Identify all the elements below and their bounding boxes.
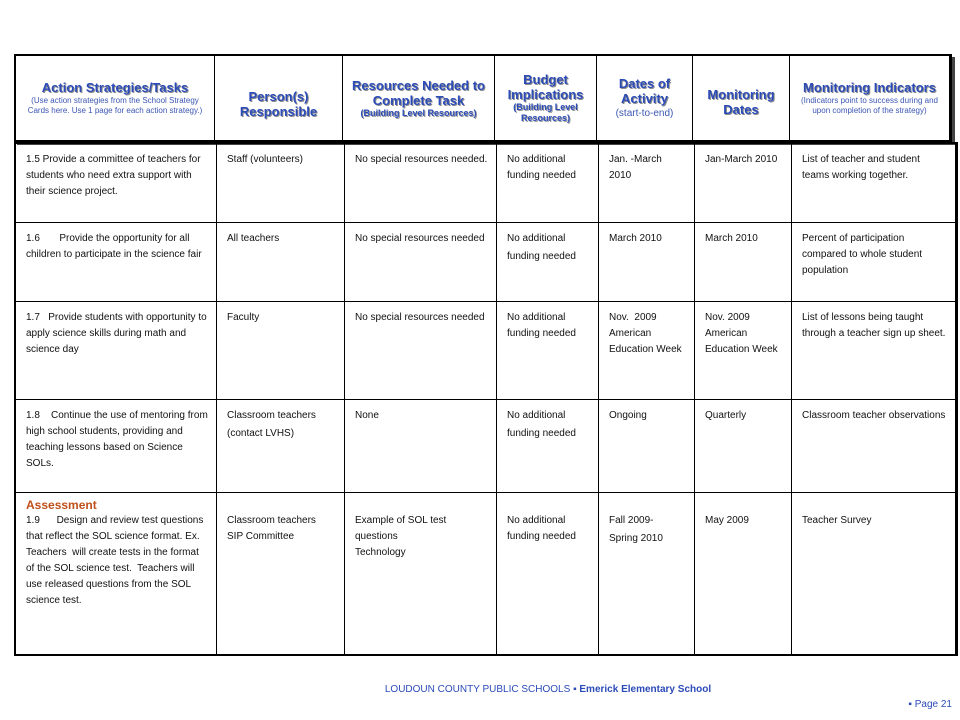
page-label: Page 21	[914, 699, 952, 710]
task-text: 1.6 Provide the opportunity for all children to participate in the science fair	[26, 233, 202, 260]
indicators-text: List of lessons being taught through a teacher sign up sheet.	[802, 312, 946, 339]
budget-cell	[497, 400, 599, 492]
footer-school: Emerick Elementary School	[576, 684, 712, 695]
page-number	[908, 699, 952, 710]
table-row	[16, 493, 955, 654]
person-text: Classroom teachers	[227, 515, 316, 526]
person-text: (contact LVHS)	[227, 428, 295, 439]
dates-cell	[599, 144, 695, 222]
header-title: Dates of Activity	[618, 76, 671, 106]
header-budget-implications	[495, 56, 597, 140]
header-title: Resources Needed to Complete Task	[352, 77, 485, 108]
header-resources-needed	[343, 56, 495, 140]
budget-text: No additional funding needed	[507, 312, 576, 339]
monitoring-cell	[695, 400, 792, 492]
page-footer	[0, 684, 960, 695]
header-subtitle: (Use action strategies from the School Strategy Cards here. Use 1 page for each action strategy.)	[27, 96, 203, 115]
header-subtitle: (Building Level Resources)	[360, 107, 477, 118]
person-cell	[217, 302, 345, 399]
resources-cell	[345, 144, 497, 222]
resources-cell	[345, 493, 497, 654]
indicators-text: Teacher Survey	[802, 515, 872, 526]
table-row	[16, 144, 955, 223]
monitoring-cell	[695, 144, 792, 222]
person-cell	[217, 223, 345, 301]
budget-text: No additional funding needed	[507, 154, 576, 181]
resources-cell	[345, 302, 497, 399]
person-text: SIP Committee	[227, 531, 295, 542]
budget-text: No additional	[507, 410, 566, 421]
table-row	[16, 400, 955, 493]
header-monitoring-indicators	[790, 56, 949, 140]
header-action-strategies	[16, 56, 215, 140]
monitoring-text: American Education Week	[705, 328, 778, 355]
dates-cell	[599, 400, 695, 492]
header-title: Person(s) Responsible	[239, 89, 318, 119]
table-row	[16, 302, 955, 400]
indicators-text: Classroom teacher observations	[802, 410, 946, 421]
header-persons-responsible	[215, 56, 343, 140]
task-cell	[16, 493, 217, 654]
budget-cell	[497, 302, 599, 399]
header-dates-of-activity	[597, 56, 693, 140]
header-title: Monitoring Dates	[707, 87, 775, 117]
task-cell	[16, 144, 217, 222]
header-subtitle: (Building Level Resources)	[513, 102, 578, 123]
monitoring-text: Nov. 2009	[705, 312, 750, 323]
header-subtitle: (Indicators point to success during and upon completion of the strategy)	[801, 96, 938, 115]
header-subtitle: (start-to-end)	[615, 108, 674, 119]
resources-text: Technology	[355, 547, 406, 558]
task-cell	[16, 223, 217, 301]
person-text: Faculty	[227, 312, 260, 323]
person-text: Classroom teachers	[227, 410, 316, 421]
monitoring-text: May 2009	[705, 515, 749, 526]
dates-text: Fall 2009-	[609, 515, 654, 526]
task-text: 1.9 Design and review test questions that reflect the SOL science format. Ex. Teachers will create tests in the format of the SOL science test. Teachers will use released questions from the SOL science test.	[26, 515, 207, 606]
dates-cell	[599, 223, 695, 301]
dates-text: Spring 2010	[609, 533, 663, 544]
header-title: Monitoring Indicators	[803, 80, 936, 95]
resources-text: No special resources needed.	[355, 154, 488, 165]
assessment-heading: Assessment	[26, 498, 97, 512]
task-text: 1.8 Continue the use of mentoring from high school students, providing and teaching lessons based on Science SOLs.	[26, 410, 211, 469]
indicators-cell	[792, 302, 955, 399]
budget-text: No additional	[507, 233, 566, 244]
monitoring-cell	[695, 223, 792, 301]
budget-cell	[497, 144, 599, 222]
table-header	[14, 54, 952, 142]
resources-text: No special resources needed	[355, 312, 485, 323]
task-text: 1.7 Provide students with opportunity to apply science skills during math and science day	[26, 312, 210, 355]
dates-cell	[599, 493, 695, 654]
footer-district: LOUDOUN COUNTY PUBLIC SCHOOLS	[384, 684, 574, 695]
monitoring-cell	[695, 493, 792, 654]
task-cell	[16, 302, 217, 399]
dates-text: Jan. -March 2010	[609, 154, 662, 181]
dates-text: Nov. 2009	[609, 312, 657, 323]
dates-text: Ongoing	[609, 410, 647, 421]
indicators-text: Percent of participation compared to whole student population	[802, 233, 923, 276]
monitoring-cell	[695, 302, 792, 399]
header-title: Action Strategies/Tasks	[41, 80, 189, 95]
page-bullet: ▪	[908, 699, 912, 710]
task-text: 1.5 Provide a committee of teachers for students who need extra support with their science project.	[26, 154, 201, 197]
budget-cell	[497, 493, 599, 654]
dates-text: American Education Week	[609, 328, 682, 355]
indicators-text: List of teacher and student teams working together.	[802, 154, 920, 181]
indicators-cell	[792, 493, 955, 654]
resources-cell	[345, 400, 497, 492]
dates-cell	[599, 302, 695, 399]
person-cell	[217, 144, 345, 222]
indicators-cell	[792, 223, 955, 301]
dates-text: March 2010	[609, 233, 662, 244]
table-row	[16, 223, 955, 302]
resources-text: Example of SOL test questions	[355, 515, 447, 542]
header-monitoring-dates	[693, 56, 790, 140]
person-text: Staff (volunteers)	[227, 154, 303, 165]
action-plan-table	[14, 142, 958, 656]
person-cell	[217, 493, 345, 654]
resources-cell	[345, 223, 497, 301]
budget-cell	[497, 223, 599, 301]
footer-separator: ▪	[573, 684, 577, 695]
budget-text: funding needed	[507, 251, 576, 262]
task-cell	[16, 400, 217, 492]
monitoring-text: Jan-March 2010	[705, 154, 778, 165]
budget-text: funding needed	[507, 428, 576, 439]
indicators-cell	[792, 144, 955, 222]
person-text: All teachers	[227, 233, 280, 244]
resources-text: No special resources needed	[355, 233, 485, 244]
person-cell	[217, 400, 345, 492]
budget-text: No additional funding needed	[507, 515, 576, 542]
monitoring-text: Quarterly	[705, 410, 747, 421]
resources-text: None	[355, 410, 379, 421]
monitoring-text: March 2010	[705, 233, 758, 244]
indicators-cell	[792, 400, 955, 492]
header-title: Budget Implications	[507, 72, 584, 102]
